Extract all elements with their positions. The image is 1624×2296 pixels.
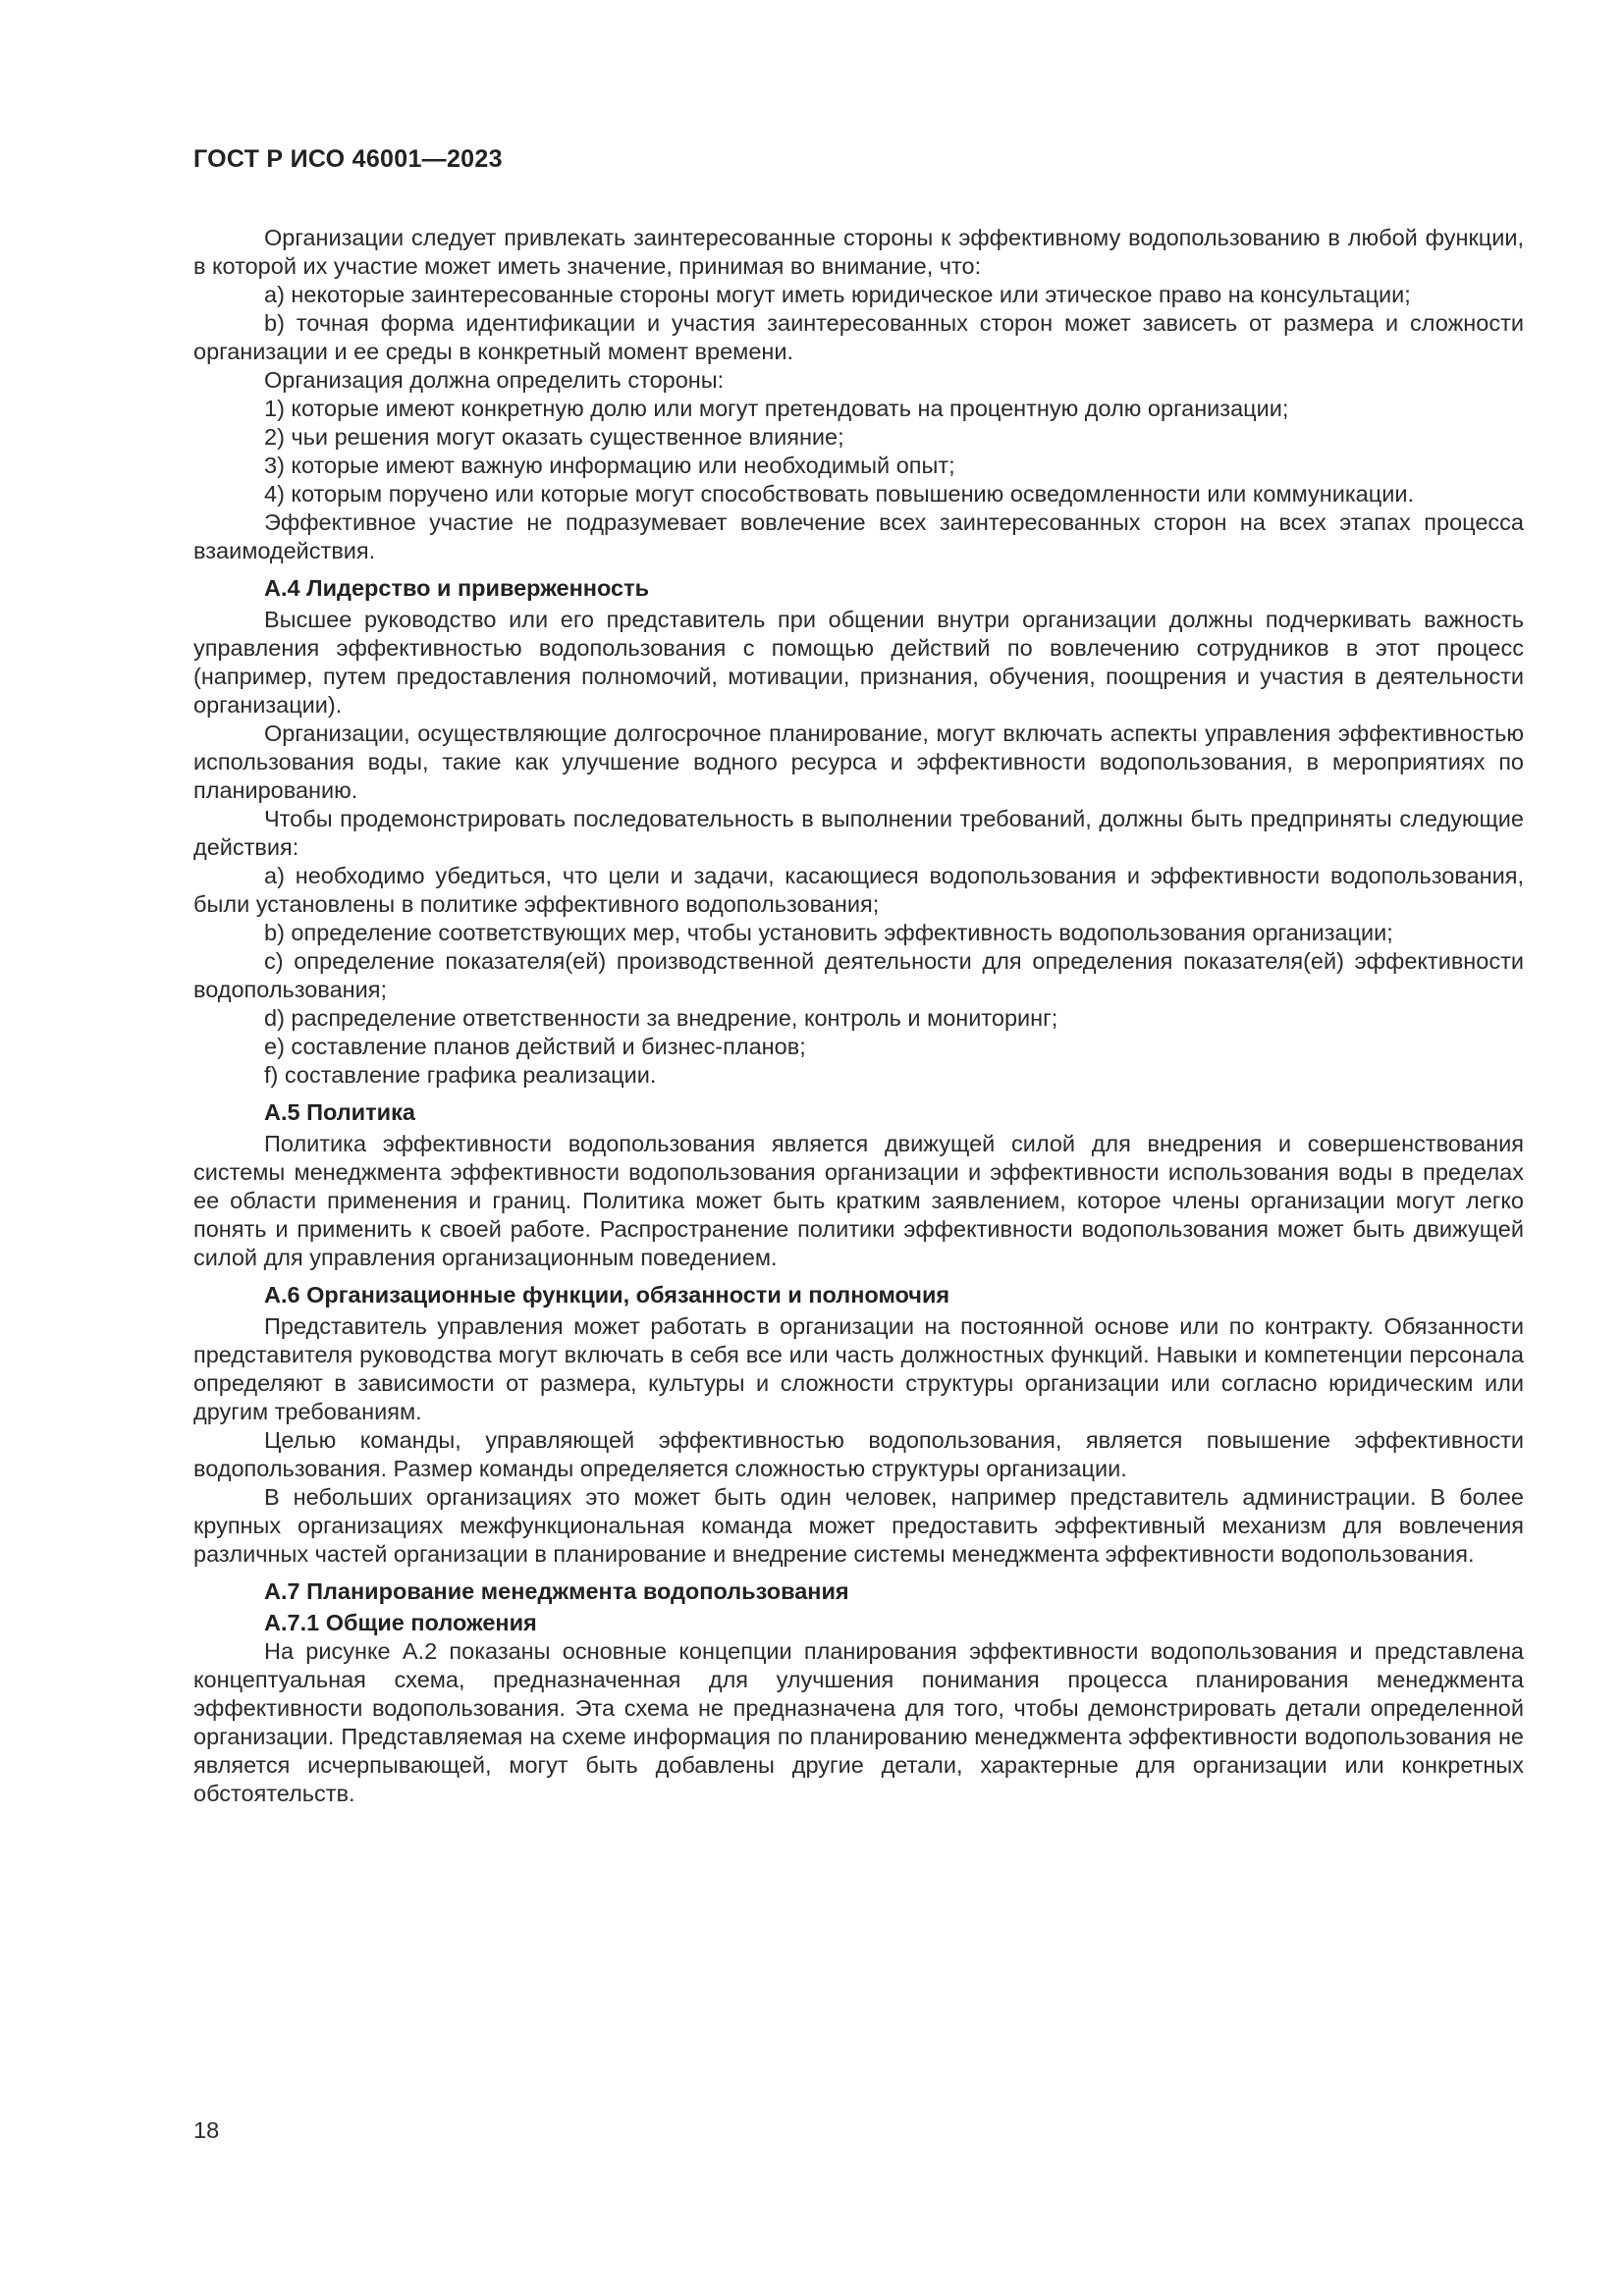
list-item: b) определение соответствующих мер, чтобы установить эффективность водопользования организации; — [264, 920, 1393, 945]
section-heading-a7: А.7 Планирование менеджмента водопользования — [264, 1578, 849, 1604]
body-paragraph: Представитель управления может работать в организации на постоянной основе или по контракту. Обязанности представителя руководства могут включать в себя все или часть должностных функций. Навыки и компетенции персонала определяют в зависимости от размера, культуры и сложности структуры организации или согласно юридическим или другим требованиям. — [193, 1313, 1524, 1424]
body-paragraph: Чтобы продемонстрировать последовательность в выполнении требований, должны быть предприняты следующие действия: — [193, 806, 1524, 860]
list-item: b) точная форма идентификации и участия заинтересованных сторон может зависеть от размера и сложности организации и ее среды в конкретный момент времени. — [193, 310, 1524, 364]
section-heading-a4: А.4 Лидерство и приверженность — [264, 575, 650, 601]
section-heading-a6: А.6 Организационные функции, обязанности и полномочия — [264, 1282, 950, 1308]
body-paragraph: На рисунке А.2 показаны основные концепции планирования эффективности водопользования и представлена концептуальная схема, предназначенная для улучшения понимания процесса планирования менеджмента эффективности водопользования. Эта схема не предназначена для того, чтобы демонстрировать детали определенной организации. Представляемая на схеме информация по планированию менеджмента эффективности водопользования не является исчерпывающей, могут быть добавлены другие детали, характерные для организации или конкретных обстоятельств. — [193, 1638, 1524, 1806]
subsection-heading-a7-1: А.7.1 Общие положения — [264, 1610, 537, 1635]
list-item: 1) которые имеют конкретную долю или могут претендовать на процентную долю организации; — [264, 396, 1289, 421]
body-paragraph: Эффективное участие не подразумевает вовлечение всех заинтересованных сторон на всех этапах процесса взаимодействия. — [193, 509, 1524, 563]
body-paragraph: Политика эффективности водопользования является движущей силой для внедрения и совершенствования системы менеджмента эффективности водопользования организации и эффективности использования воды в пределах ее области применения и границ. Политика может быть кратким заявлением, которое члены организации могут легко понять и применить к своей работе. Распространение политики эффективности водопользования может быть движущей силой для управления организационным поведением. — [193, 1131, 1524, 1270]
list-item: 3) которые имеют важную информацию или необходимый опыт; — [264, 453, 955, 478]
list-item: a) некоторые заинтересованные стороны могут иметь юридическое или этическое право на консультации; — [264, 282, 1411, 307]
body-paragraph: Организации следует привлекать заинтересованные стороны к эффективному водопользованию в любой функции, в которой их участие может иметь значение, принимая во внимание, что: — [193, 225, 1524, 279]
body-paragraph: Организация должна определить стороны: — [264, 367, 725, 393]
list-item: d) распределение ответственности за внедрение, контроль и мониторинг; — [264, 1005, 1058, 1031]
list-item: 4) которым поручено или которые могут способствовать повышению осведомленности или коммуникации. — [264, 481, 1414, 507]
document-body — [193, 224, 1524, 1808]
list-item: a) необходимо убедиться, что цели и задачи, касающиеся водопользования и эффективности водопользования, были установлены в политике эффективного водопользования; — [193, 863, 1524, 917]
list-item: e) составление планов действий и бизнес-планов; — [264, 1034, 806, 1059]
document-header-title: ГОСТ Р ИСО 46001—2023 — [193, 145, 503, 173]
list-item: f) составление графика реализации. — [264, 1062, 657, 1088]
body-paragraph: Целью команды, управляющей эффективностью водопользования, является повышение эффективности водопользования. Размер команды определяется сложностью структуры организации. — [193, 1427, 1524, 1481]
body-paragraph: В небольших организациях это может быть один человек, например представитель администрации. В более крупных организациях межфункциональная команда может предоставить эффективный механизм для вовлечения различных частей организации в планирование и внедрение системы менеджмента эффективности водопользования. — [193, 1484, 1524, 1567]
section-heading-a5: А.5 Политика — [264, 1099, 415, 1125]
body-paragraph: Высшее руководство или его представитель при общении внутри организации должны подчеркивать важность управления эффективностью водопользования с помощью действий по вовлечению сотрудников в этот процесс (например, путем предоставления полномочий, мотивации, признания, обучения, поощрения и участия в деятельности организации). — [193, 607, 1524, 718]
list-item: 2) чьи решения могут оказать существенное влияние; — [264, 424, 844, 450]
body-paragraph: Организации, осуществляющие долгосрочное планирование, могут включать аспекты управления эффективностью использования воды, такие как улучшение водного ресурса и эффективности водопользования, в мероприятиях по планированию. — [193, 721, 1524, 803]
page-number: 18 — [193, 2117, 220, 2143]
list-item: c) определение показателя(ей) производственной деятельности для определения показателя(ей) эффективности водопользования; — [193, 948, 1524, 1002]
